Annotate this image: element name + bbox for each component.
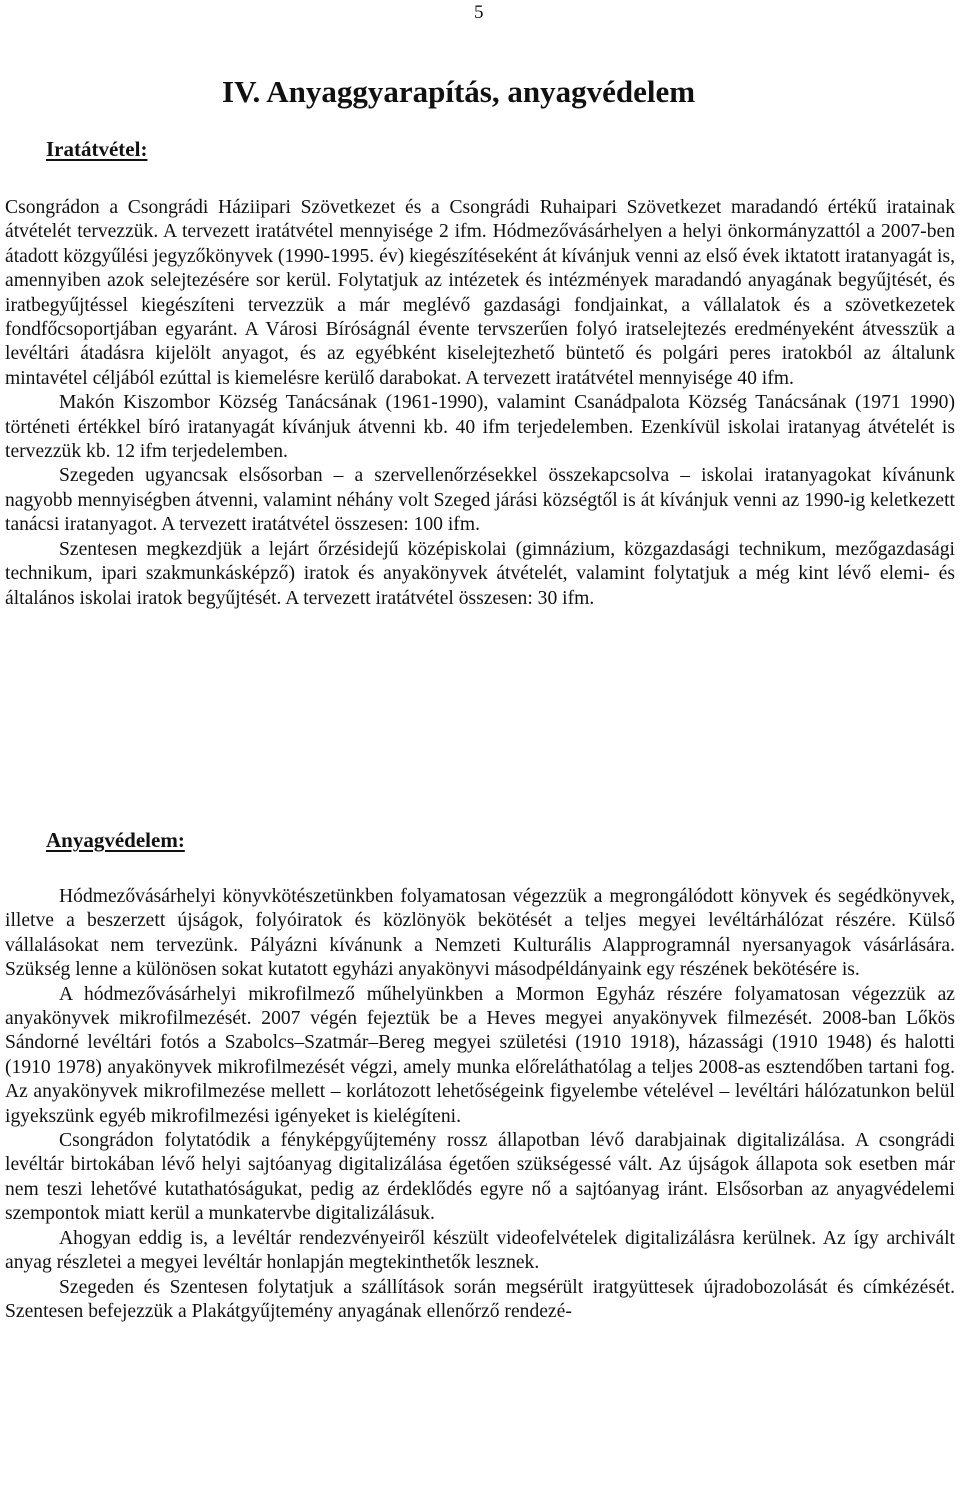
section-body-iratatvetel	[5, 196, 955, 611]
section-label-anyagvedelem: Anyagvédelem:	[46, 828, 185, 852]
paragraph: Csongrádon folytatódik a fényképgyűjtemény rossz állapotban lévő darabjainak digitalizálása. A csongrádi levéltár birtokában lévő helyi sajtóanyag digitalizálása égetően szükségessé vált. Az újságok állapota sok esetben már nem teszi lehetővé kutathatóságukat, pedig az érdeklődés egyre nő a sajtóanyag iránt. Elsősorban az anyagvédelemi szempontok miatt kerül a munkatervbe digitalizálásuk.	[5, 1130, 955, 1225]
paragraph: Szegeden és Szentesen folytatjuk a szállítások során megsérült iratgyüttesek újradobozolását és címkézését. Szentesen befejezzük a Plakátgyűjtemény anyagának ellenőrző rendezé-	[5, 1276, 955, 1322]
paragraph: Szentesen megkezdjük a lejárt őrzésidejű középiskolai (gimnázium, közgazdasági technikum, mezőgazdasági technikum, ipari szakmunkásképző) iratok és anyakönyvek átvételét, valamint folytatjuk a még kint lévő elemi- és általános iskolai iratok begyűjtését. A tervezett iratátvétel összesen: 30 ifm.	[5, 538, 955, 609]
paragraph: Szegeden ugyancsak elsősorban – a szervellenőrzésekkel összekapcsolva – iskolai iratanyagokat kívánunk nagyobb mennyiségben átvenni, valamint néhány volt Szeged járási községtől is át kívánjuk venni az 1990-ig keletkezett tanácsi iratanyagot. A tervezett iratátvétel összesen: 100 ifm.	[5, 465, 955, 536]
paragraph: Csongrádon a Csongrádi Háziipari Szövetkezet és a Csongrádi Ruhaipari Szövetkezet maradandó értékű iratainak átvételét tervezzük. A tervezett iratátvétel mennyisége 2 ifm. Hódmezővásárhelyen a helyi önkormányzattól a 2007-ben átadott közgyűlési jegyzőkönyvek (1990-1995. év) kiegészítéseként át kívánjuk venni az első évek iktatott iratanyagát is, amennyiben azok selejtezésére sor kerül. Folytatjuk az intézetek és intézmények maradandó anyagának begyűjtését, és iratbegyűjtéssel kiegészíteni tervezzük a már meglévő gazdasági fondjainkat, a vállalatok és a szövetkezetek fondfőcsoportjában egyaránt. A Városi Bíróságnál évente tervszerűen folyó iratselejtezés eredményeként átvesszük a levéltári átadásra kijelölt anyagot, és az egyébként kiselejtezhető büntető és polgári peres iratokból az általunk mintavétel céljából ezúttal is kiemelésre kerülő darabokat. A tervezett iratátvétel mennyisége 40 ifm.	[5, 197, 955, 389]
section-body-anyagvedelem	[5, 885, 955, 1324]
paragraph: Makón Kiszombor Község Tanácsának (1961-1990), valamint Csanádpalota Község Tanácsának (1971 1990) történeti értékkel bíró iratanyagát kívánjuk átvenni kb. 40 ifm terjedelemben. Ezenkívül iskolai iratanyag átvételét is tervezzük kb. 12 ifm terjedelemben.	[5, 392, 955, 463]
section-label-iratatvetel: Iratátvétel:	[46, 137, 148, 161]
page-number: 5	[474, 2, 484, 23]
chapter-title: IV. Anyaggyarapítás, anyagvédelem	[222, 74, 696, 109]
paragraph: A hódmezővásárhelyi mikrofilmező műhelyünkben a Mormon Egyház részére folyamatosan végezzük az anyakönyvek mikrofilmezését. 2007 végén fejeztük be a Heves megyei anyakönyvek filmezését. 2008-ban Lőkös Sándorné levéltári fotós a Szabolcs–Szatmár–Bereg megyei születési (1910 1918), házassági (1910 1948) és halotti (1910 1978) anyakönyvek mikrofilmezését végzi, amely munka előreláthatólag a teljes 2008-as esztendőben tartani fog. Az anyakönyvek mikrofilmezése mellett – korlátozott lehetőségeink figyelembe vételével – levéltári hálózatunkon belül igyekszünk egyéb mikrofilmezési igényeket is kielégíteni.	[5, 983, 955, 1127]
paragraph: Hódmezővásárhelyi könyvkötészetünkben folyamatosan végezzük a megrongálódott könyvek és segédkönyvek, illetve a beszerzett újságok, folyóiratok és közlönyök bekötését a teljes megyei levéltárhálózat részére. Külső vállalásokat nem tervezünk. Pályázni kívánunk a Nemzeti Kulturális Alapprogramnál nyersanyagok vásárlására. Szükség lenne a különösen sokat kutatott egyházi anyakönyvi másodpéldányaink egy részének bekötésére is.	[5, 886, 955, 981]
paragraph: Ahogyan eddig is, a levéltár rendezvényeiről készült videofelvételek digitalizálásra kerülnek. Az így archivált anyag részletei a megyei levéltár honlapján megtekinthetők lesznek.	[5, 1227, 955, 1274]
